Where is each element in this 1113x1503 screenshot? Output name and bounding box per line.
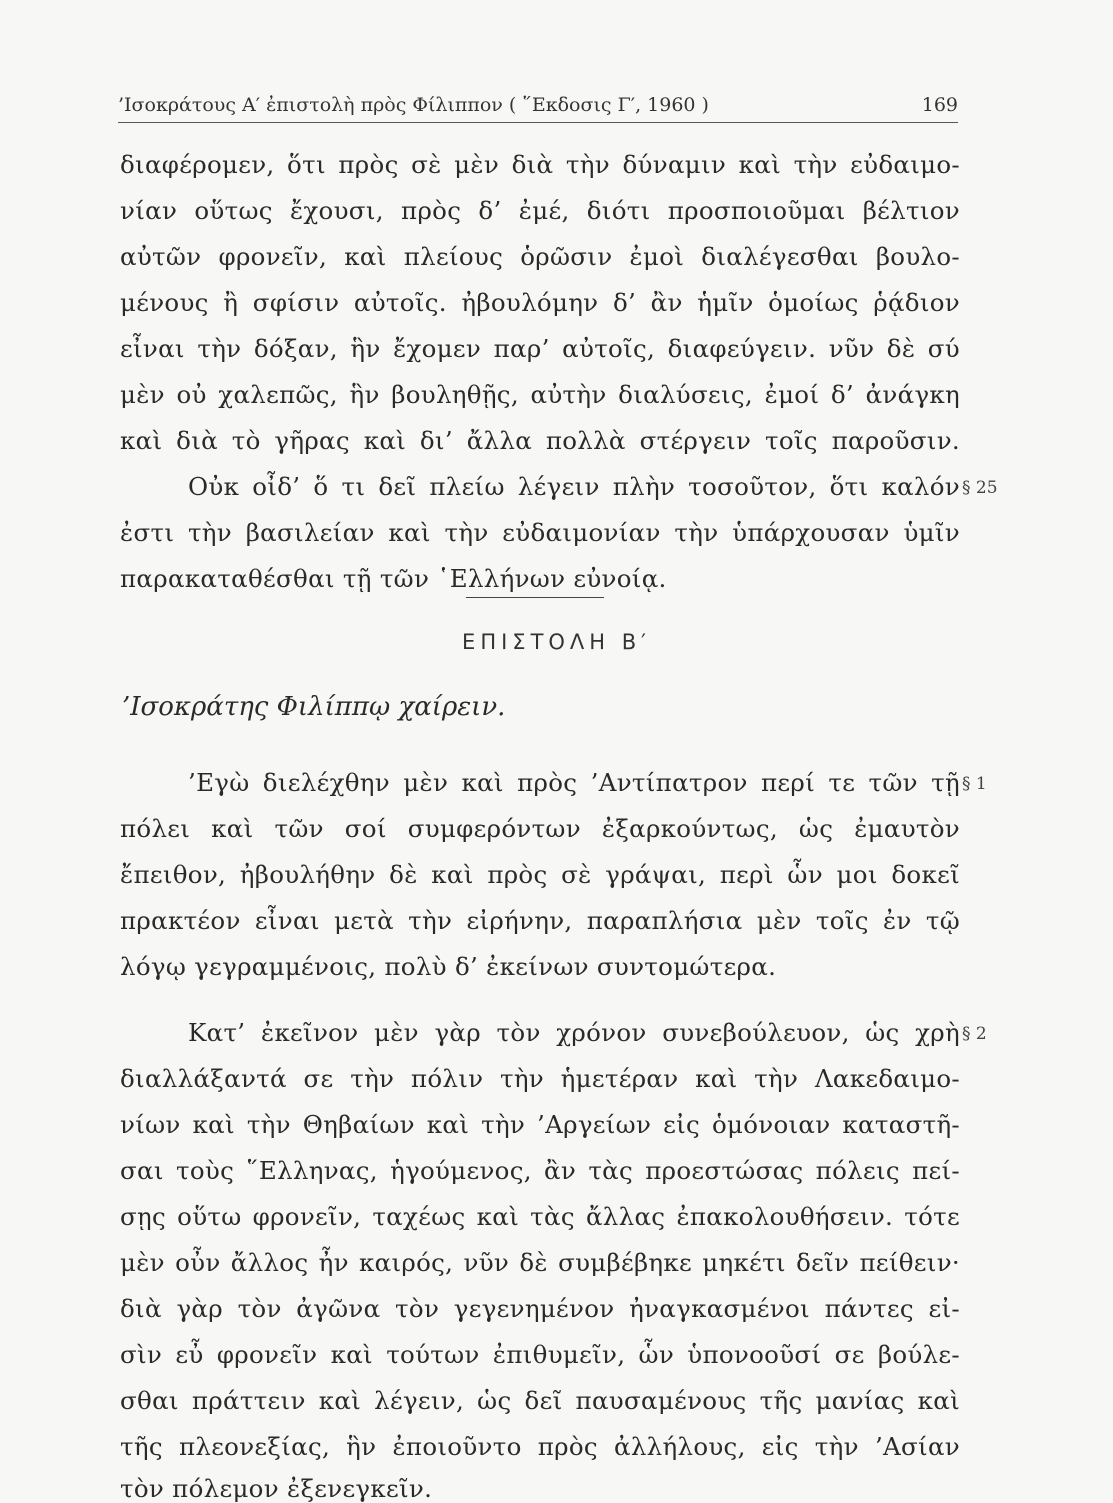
salutation: ’Ισοκράτης Φιλίππῳ χαίρειν. (122, 692, 506, 722)
text-line: μὲν οὐ χαλεπῶς, ἣν βουληθῇς, αὐτὴν διαλύσεις, ἐμοί δ’ ἀνάγκη (120, 380, 960, 409)
text-line: ’Εγὼ διελέχθην μὲν καὶ πρὸς ’Αντίπατρον περί τε τῶν τῇ (188, 768, 960, 797)
section-marker: § 25 (962, 478, 998, 498)
text-line: ἐστι τὴν βασιλείαν καὶ τὴν εὐδαιμονίαν τὴν ὑπάρχουσαν ὑμῖν (120, 518, 960, 547)
text-line: παρακαταθέσθαι τῇ τῶν ῾Ελλήνων εὐνοίᾳ. (120, 564, 667, 593)
text-line: σὶν εὖ φρονεῖν καὶ τούτων ἐπιθυμεῖν, ὧν ὑπονοοῦσί σε βούλε- (120, 1340, 960, 1369)
text-line: πρακτέον εἶναι μετὰ τὴν εἰρήνην, παραπλήσια μὲν τοῖς ἐν τῷ (120, 906, 960, 935)
text-line: Κατ’ ἐκεῖνον μὲν γὰρ τὸν χρόνον συνεβούλευον, ὡς χρὴ (188, 1018, 960, 1047)
text-line: λόγῳ γεγραμμένοις, πολὺ δ’ ἐκείνων συντομώτερα. (120, 952, 777, 981)
text-line: νίαν οὕτως ἔχουσι, πρὸς δ’ ἐμέ, διότι προσποιοῦμαι βέλτιον (120, 196, 960, 225)
running-header (118, 92, 958, 123)
section-marker: § 1 (962, 774, 987, 794)
text-line: εἶναι τὴν δόξαν, ἣν ἔχομεν παρ’ αὐτοῖς, διαφεύγειν. νῦν δὲ σύ (120, 334, 960, 363)
running-title: ’Ισοκράτους Α′ ἐπιστολὴ πρὸς Φίλιππον ( ῞Εκδοσις Γ′, 1960 ) (118, 94, 709, 116)
page-number: 169 (921, 94, 958, 116)
text-line: σαι τοὺς ῞Ελληνας, ἡγούμενος, ἂν τὰς προεστώσας πόλεις πεί- (120, 1156, 960, 1185)
text-line: ἔπειθον, ἠβουλήθην δὲ καὶ πρὸς σὲ γράψαι, περὶ ὧν μοι δοκεῖ (120, 860, 960, 889)
text-line: Οὐκ οἶδ’ ὅ τι δεῖ πλείω λέγειν πλὴν τοσοῦτον, ὅτι καλόν (188, 472, 960, 501)
text-line: σῃς οὕτω φρονεῖν, ταχέως καὶ τὰς ἄλλας ἐπακολουθήσειν. τότε (120, 1202, 960, 1231)
text-line: τὸν πόλεμον ἐξενεγκεῖν. (120, 1474, 433, 1503)
text-line: πόλει καὶ τῶν σοί συμφερόντων ἐξαρκούντως, ὡς ἐμαυτὸν (120, 814, 960, 843)
text-line: μὲν οὖν ἄλλος ἦν καιρός, νῦν δὲ συμβέβηκε μηκέτι δεῖν πείθειν· (120, 1248, 960, 1277)
separator-rule (466, 597, 604, 598)
text-line: καὶ διὰ τὸ γῆρας καὶ δι’ ἄλλα πολλὰ στέργειν τοῖς παροῦσιν. (120, 426, 960, 455)
text-line: διαφέρομεν, ὅτι πρὸς σὲ μὲν διὰ τὴν δύναμιν καὶ τὴν εὐδαιμο- (120, 150, 960, 179)
text-line: νίων καὶ τὴν Θηβαίων καὶ τὴν ’Αργείων εἰς ὁμόνοιαν καταστῆ- (120, 1110, 960, 1139)
text-line: διὰ γὰρ τὸν ἀγῶνα τὸν γεγενημένον ἠναγκασμένοι πάντες εἰ- (120, 1294, 960, 1323)
text-line: αὐτῶν φρονεῖν, καὶ πλείους ὁρῶσιν ἐμοὶ διαλέγεσθαι βουλο- (120, 242, 960, 271)
letter-heading: ΕΠΙΣΤΟΛΗ Β′ (462, 630, 651, 654)
text-line: σθαι πράττειν καὶ λέγειν, ὡς δεῖ παυσαμένους τῆς μανίας καὶ (120, 1386, 960, 1415)
section-marker: § 2 (962, 1024, 987, 1044)
text-line: τῆς πλεονεξίας, ἣν ἐποιοῦντο πρὸς ἀλλήλους, εἰς τὴν ’Ασίαν (120, 1432, 960, 1461)
text-line: διαλλάξαντά σε τὴν πόλιν τὴν ἡμετέραν καὶ τὴν Λακεδαιμο- (120, 1064, 960, 1093)
text-line: μένους ἢ σφίσιν αὐτοῖς. ἠβουλόμην δ’ ἂν ἡμῖν ὁμοίως ῥᾴδιον (120, 288, 960, 317)
